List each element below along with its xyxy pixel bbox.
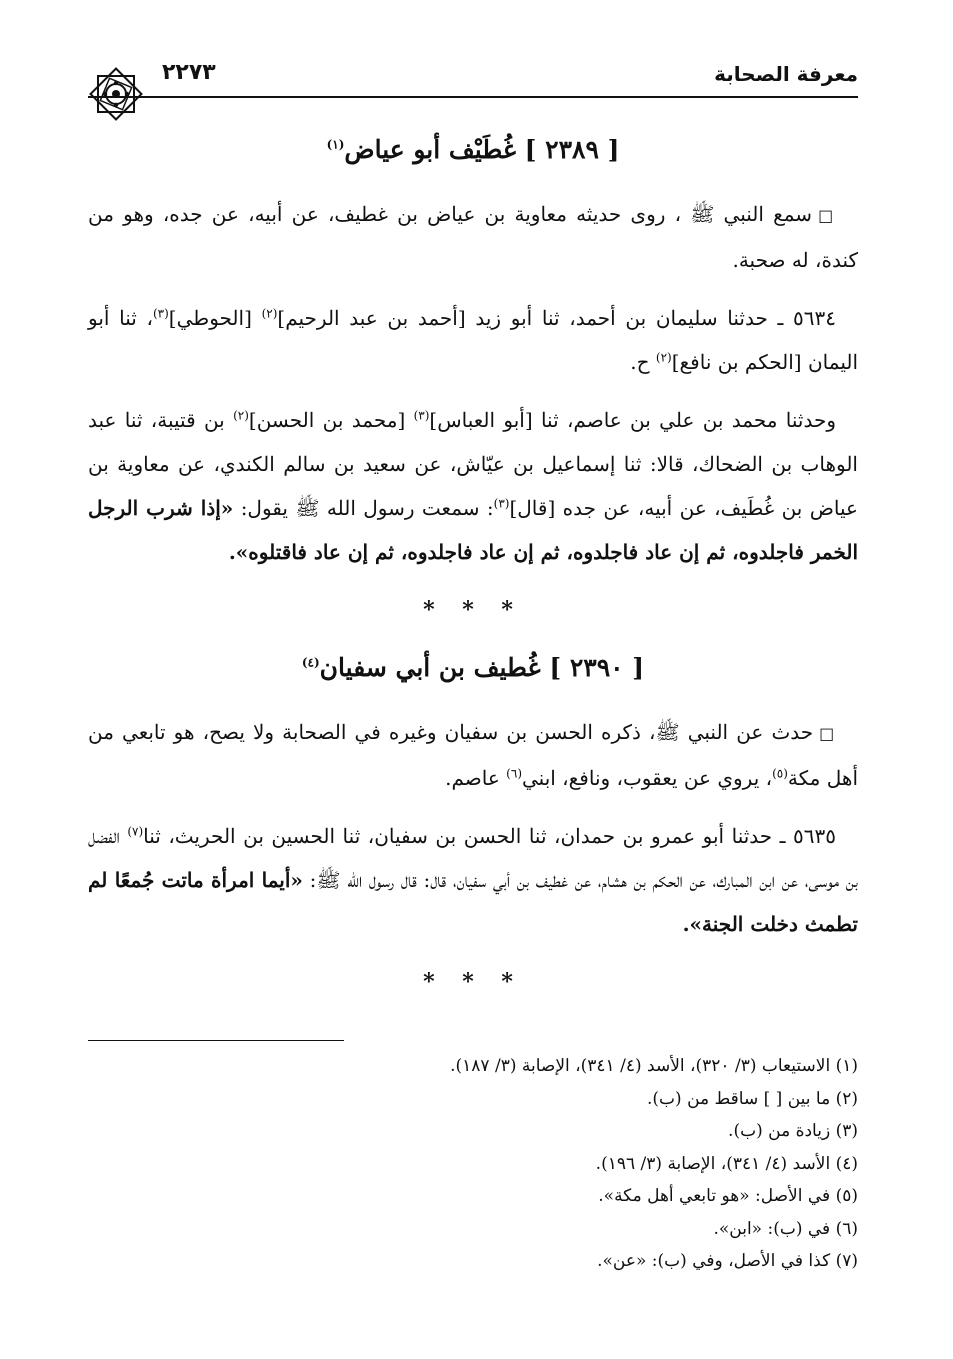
footnote-ref: (٥): [772, 766, 788, 781]
star-rosette-ornament-icon: [86, 64, 146, 124]
footnote-ref: (٣): [493, 496, 510, 511]
footnote-list: [88, 1050, 858, 1278]
hadith-quote: «أيما امرأة ماتت جُمعًا لم تطمث دخلت الجنة».: [88, 868, 858, 936]
entry-2389-description: □سمع النبي ﷺ ، روى حديثه معاوية بن عياض بن غطيف، عن أبيه، عن جده، وهو من كندة، له صحبة.: [88, 202, 858, 272]
square-bullet-icon: □: [818, 206, 836, 225]
square-bullet-icon: □: [819, 724, 836, 743]
footnote-item: (٥) في الأصل: «هو تابعي أهل مكة».: [598, 1186, 858, 1206]
hadith-5634-text: وحدثنا محمد بن علي بن عاصم، ثنا [أبو العباس]$^{(٣)}$ [محمد بن الحسن]$^{(٢)}$ بن قتيبة، ثنا عبد الوهاب بن الضحاك، قالا: ثنا إسماعيل بن عيّاش، عن سعيد بن سالم الكندي، عن معاوية بن عياض بن غُطَيف، عن أبيه، عن جده [قال]$^{(٣)}$: سمعت رسول الله ﷺ يقول: «إذا شرب الرجل الخمر فاجلدوه، ثم إن عاد فاجلدوه، ثم إن عاد فاجلدوه، ثم إن عاد فاقتلوه».: [88, 408, 858, 564]
footnote-ref: (٦): [506, 766, 522, 781]
footnote-item: (١) الاستيعاب (٣/ ٣٢٠)، الأسد (٤/ ٣٤١)، الإصابة (٣/ ١٨٧).: [450, 1056, 858, 1076]
page-header: [88, 56, 858, 98]
footnote-item: (٢) ما بين [ ] ساقط من (ب).: [647, 1088, 858, 1109]
footnote-ref: (٣): [152, 306, 169, 321]
footnote-item: (٧) كذا في الأصل، وفي (ب): «عن».: [597, 1251, 858, 1271]
section-separator: * * *: [423, 969, 523, 995]
footnote-ref: (٢): [261, 306, 278, 321]
footnote-ref: (١): [326, 137, 345, 152]
footnote-ref: (٣): [413, 408, 430, 423]
footnote-item: (٤) الأسد (٤/ ٣٤١)، الإصابة (٣/ ١٩٦).: [595, 1153, 858, 1174]
hadith-5635-text: ٥٦٣٥ ـ حدثنا أبو عمرو بن حمدان، ثنا الحسن بن سفيان، ثنا الحسين بن الحريث، ثنا$^{(٧)}$ الفضل بن موسى، عن ابن المبارك، عن الحكم بن هشام، عن غطيف بن أبي سفيان، قال: قال رسول الله ﷺ: «أيما امرأة ماتت جُمعًا لم تطمث دخلت الجنة».: [88, 824, 858, 936]
footnote-ref: (٢): [233, 408, 249, 423]
footnote-divider: [88, 1040, 344, 1041]
footnote-item: (٦) في (ب): «ابن».: [713, 1218, 858, 1239]
hadith-5634-isnad: ٥٦٣٤ ـ حدثنا سليمان بن أحمد، ثنا أبو زيد [أحمد بن عبد الرحيم]$^{(٢)}$ [الحوطي]$^{(٣)}$، ثنا أبو اليمان [الحكم بن نافع]$^{(٢)}$ ح.: [88, 306, 858, 374]
main-content: [88, 130, 858, 1020]
footnote-ref: (٧): [127, 824, 144, 839]
footnote-item: (٣) زيادة من (ب).: [728, 1121, 858, 1141]
section-separator: * * *: [423, 597, 523, 623]
footnote-ref: (٢): [655, 350, 672, 365]
entry-2390-description: □حدث عن النبي ﷺ، ذكره الحسن بن سفيان وغيره في الصحابة ولا يصح، هو تابعي من أهل مكة$^{(٥)}$، يروي عن يعقوب، ونافع، ابني$^{(٦)}$ عاصم.: [88, 720, 858, 790]
page-number: ٢٢٧٣: [162, 60, 216, 85]
footnote-ref: (٤): [301, 655, 320, 670]
hadith-quote: «إذا شرب الرجل الخمر فاجلدوه، ثم إن عاد فاجلدوه، ثم إن عاد فاجلدوه، ثم إن عاد فاقتلوه».: [88, 496, 858, 564]
entry-title-2390: [ ٢٣٩٠ ] غُطيف بن أبي سفيان$^{(٤)}$: [301, 653, 645, 682]
running-title: معرفة الصحابة: [714, 62, 858, 86]
entry-title-2389: [ ٢٣٨٩ ] غُطَيْف أبو عياض$^{(١)}$: [326, 135, 620, 164]
